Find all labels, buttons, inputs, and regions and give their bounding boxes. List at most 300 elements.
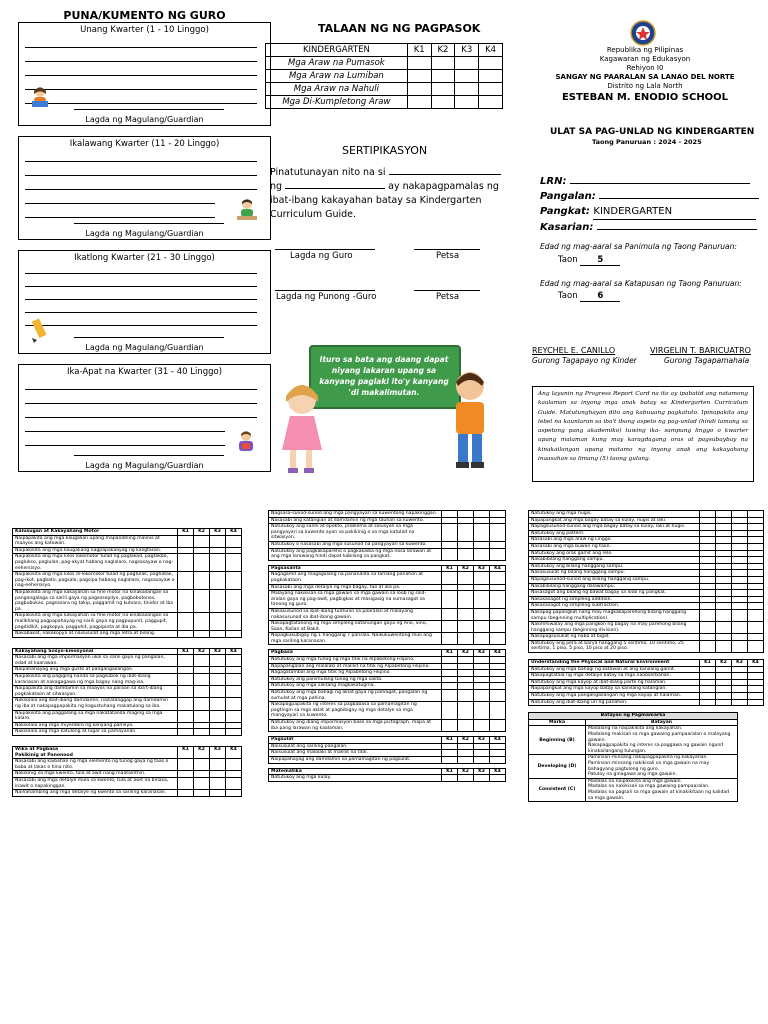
mark-cell[interactable]: [700, 537, 716, 544]
mark-cell[interactable]: [458, 572, 474, 584]
mark-cell[interactable]: [700, 590, 716, 597]
mark-cell[interactable]: [716, 530, 732, 537]
mark-cell[interactable]: [748, 693, 764, 700]
mark-cell[interactable]: [194, 547, 210, 554]
mark-cell[interactable]: [490, 572, 506, 584]
mark-cell[interactable]: [716, 557, 732, 564]
mark-cell[interactable]: [442, 591, 458, 609]
mark-cell[interactable]: [226, 572, 242, 590]
mark-cell[interactable]: [194, 771, 210, 778]
comment-line[interactable]: [25, 273, 257, 274]
mark-cell[interactable]: [194, 722, 210, 729]
mark-cell[interactable]: [732, 679, 748, 686]
attendance-cell[interactable]: [431, 83, 455, 96]
comment-line[interactable]: [25, 47, 257, 48]
mark-cell[interactable]: [194, 613, 210, 631]
comment-line[interactable]: [25, 89, 257, 90]
mark-cell[interactable]: [490, 663, 506, 670]
age-end-field[interactable]: 6: [580, 291, 620, 302]
attendance-cell[interactable]: [407, 96, 431, 109]
mark-cell[interactable]: [194, 698, 210, 710]
mark-cell[interactable]: [194, 790, 210, 797]
mark-cell[interactable]: [700, 511, 716, 518]
mark-cell[interactable]: [748, 603, 764, 610]
mark-cell[interactable]: [442, 663, 458, 670]
mark-cell[interactable]: [210, 759, 226, 771]
mark-cell[interactable]: [458, 663, 474, 670]
mark-cell[interactable]: [442, 511, 458, 518]
attendance-cell[interactable]: [479, 96, 503, 109]
mark-cell[interactable]: [716, 609, 732, 621]
mark-cell[interactable]: [732, 693, 748, 700]
mark-cell[interactable]: [458, 690, 474, 702]
mark-cell[interactable]: [194, 674, 210, 686]
mark-cell[interactable]: [442, 608, 458, 620]
mark-cell[interactable]: [210, 613, 226, 631]
lrn-field[interactable]: [570, 183, 750, 184]
parent-signature-line[interactable]: [74, 223, 224, 224]
mark-cell[interactable]: [178, 613, 194, 631]
mark-cell[interactable]: [732, 640, 748, 652]
mark-cell[interactable]: [474, 663, 490, 670]
mark-cell[interactable]: [732, 570, 748, 577]
mark-cell[interactable]: [474, 657, 490, 664]
mark-cell[interactable]: [748, 590, 764, 597]
mark-cell[interactable]: [210, 710, 226, 722]
mark-cell[interactable]: [442, 657, 458, 664]
mark-cell[interactable]: [700, 634, 716, 641]
mark-cell[interactable]: [178, 777, 194, 789]
mark-cell[interactable]: [716, 666, 732, 673]
mark-cell[interactable]: [700, 666, 716, 673]
mark-cell[interactable]: [210, 771, 226, 778]
mark-cell[interactable]: [178, 547, 194, 554]
mark-cell[interactable]: [732, 524, 748, 531]
mark-cell[interactable]: [194, 589, 210, 612]
mark-cell[interactable]: [748, 673, 764, 680]
mark-cell[interactable]: [700, 686, 716, 693]
comment-line[interactable]: [25, 286, 257, 287]
mark-cell[interactable]: [700, 530, 716, 537]
comment-line[interactable]: [25, 75, 257, 76]
mark-cell[interactable]: [226, 698, 242, 710]
mark-cell[interactable]: [490, 584, 506, 591]
mark-cell[interactable]: [732, 517, 748, 524]
mark-cell[interactable]: [226, 655, 242, 667]
mark-cell[interactable]: [178, 554, 194, 572]
mark-cell[interactable]: [226, 547, 242, 554]
mark-cell[interactable]: [442, 524, 458, 542]
mark-cell[interactable]: [716, 673, 732, 680]
mark-cell[interactable]: [442, 584, 458, 591]
mark-cell[interactable]: [490, 683, 506, 690]
mark-cell[interactable]: [748, 634, 764, 641]
mark-cell[interactable]: [748, 640, 764, 652]
mark-cell[interactable]: [442, 517, 458, 524]
mark-cell[interactable]: [748, 679, 764, 686]
mark-cell[interactable]: [226, 729, 242, 736]
mark-cell[interactable]: [490, 690, 506, 702]
mark-cell[interactable]: [490, 524, 506, 542]
mark-cell[interactable]: [226, 790, 242, 797]
mark-cell[interactable]: [474, 633, 490, 645]
mark-cell[interactable]: [226, 771, 242, 778]
mark-cell[interactable]: [458, 743, 474, 750]
mark-cell[interactable]: [490, 756, 506, 763]
name-field[interactable]: [599, 198, 759, 199]
attendance-cell[interactable]: [479, 57, 503, 70]
mark-cell[interactable]: [194, 759, 210, 771]
mark-cell[interactable]: [210, 674, 226, 686]
mark-cell[interactable]: [458, 591, 474, 609]
mark-cell[interactable]: [226, 631, 242, 638]
mark-cell[interactable]: [700, 583, 716, 590]
mark-cell[interactable]: [442, 572, 458, 584]
attendance-cell[interactable]: [479, 70, 503, 83]
mark-cell[interactable]: [226, 589, 242, 612]
mark-cell[interactable]: [716, 634, 732, 641]
mark-cell[interactable]: [700, 673, 716, 680]
mark-cell[interactable]: [442, 621, 458, 633]
mark-cell[interactable]: [474, 720, 490, 732]
mark-cell[interactable]: [474, 541, 490, 548]
mark-cell[interactable]: [490, 548, 506, 560]
attendance-cell[interactable]: [431, 57, 455, 70]
mark-cell[interactable]: [458, 517, 474, 524]
mark-cell[interactable]: [474, 608, 490, 620]
mark-cell[interactable]: [490, 657, 506, 664]
mark-cell[interactable]: [490, 541, 506, 548]
mark-cell[interactable]: [732, 686, 748, 693]
mark-cell[interactable]: [474, 670, 490, 677]
comment-line[interactable]: [25, 325, 257, 326]
mark-cell[interactable]: [226, 613, 242, 631]
mark-cell[interactable]: [716, 590, 732, 597]
mark-cell[interactable]: [474, 676, 490, 683]
mark-cell[interactable]: [442, 633, 458, 645]
attendance-cell[interactable]: [455, 70, 479, 83]
mark-cell[interactable]: [458, 670, 474, 677]
mark-cell[interactable]: [474, 584, 490, 591]
mark-cell[interactable]: [210, 631, 226, 638]
mark-cell[interactable]: [732, 609, 748, 621]
mark-cell[interactable]: [194, 554, 210, 572]
mark-cell[interactable]: [700, 603, 716, 610]
mark-cell[interactable]: [178, 535, 194, 547]
mark-cell[interactable]: [490, 517, 506, 524]
mark-cell[interactable]: [226, 686, 242, 698]
mark-cell[interactable]: [490, 591, 506, 609]
mark-cell[interactable]: [442, 690, 458, 702]
mark-cell[interactable]: [716, 640, 732, 652]
mark-cell[interactable]: [474, 511, 490, 518]
mark-cell[interactable]: [178, 655, 194, 667]
mark-cell[interactable]: [748, 524, 764, 531]
mark-cell[interactable]: [226, 759, 242, 771]
mark-cell[interactable]: [732, 603, 748, 610]
mark-cell[interactable]: [442, 756, 458, 763]
comment-line[interactable]: [25, 103, 257, 104]
mark-cell[interactable]: [716, 550, 732, 557]
mark-cell[interactable]: [210, 554, 226, 572]
mark-cell[interactable]: [210, 572, 226, 590]
mark-cell[interactable]: [700, 576, 716, 583]
parent-signature-line[interactable]: [74, 455, 224, 456]
mark-cell[interactable]: [210, 667, 226, 674]
mark-cell[interactable]: [748, 570, 764, 577]
mark-cell[interactable]: [442, 670, 458, 677]
mark-cell[interactable]: [226, 777, 242, 789]
attendance-cell[interactable]: [407, 83, 431, 96]
mark-cell[interactable]: [194, 667, 210, 674]
mark-cell[interactable]: [178, 729, 194, 736]
comment-line[interactable]: [25, 431, 225, 432]
comment-line[interactable]: [25, 445, 225, 446]
attendance-cell[interactable]: [479, 83, 503, 96]
mark-cell[interactable]: [490, 511, 506, 518]
mark-cell[interactable]: [748, 557, 764, 564]
mark-cell[interactable]: [458, 775, 474, 782]
mark-cell[interactable]: [474, 683, 490, 690]
comment-line[interactable]: [25, 417, 257, 418]
comment-line[interactable]: [25, 389, 257, 390]
sex-field[interactable]: [597, 229, 757, 230]
mark-cell[interactable]: [716, 596, 732, 603]
date-line-2[interactable]: [414, 290, 480, 291]
mark-cell[interactable]: [474, 750, 490, 757]
mark-cell[interactable]: [700, 550, 716, 557]
mark-cell[interactable]: [458, 676, 474, 683]
mark-cell[interactable]: [210, 686, 226, 698]
mark-cell[interactable]: [178, 790, 194, 797]
mark-cell[interactable]: [458, 524, 474, 542]
mark-cell[interactable]: [458, 584, 474, 591]
mark-cell[interactable]: [458, 541, 474, 548]
mark-cell[interactable]: [442, 743, 458, 750]
mark-cell[interactable]: [474, 572, 490, 584]
mark-cell[interactable]: [458, 633, 474, 645]
mark-cell[interactable]: [716, 583, 732, 590]
level-blank[interactable]: [285, 188, 385, 189]
student-name-blank[interactable]: [389, 174, 501, 175]
mark-cell[interactable]: [474, 621, 490, 633]
mark-cell[interactable]: [748, 622, 764, 634]
mark-cell[interactable]: [490, 676, 506, 683]
mark-cell[interactable]: [178, 698, 194, 710]
mark-cell[interactable]: [178, 759, 194, 771]
mark-cell[interactable]: [732, 590, 748, 597]
mark-cell[interactable]: [732, 583, 748, 590]
mark-cell[interactable]: [474, 743, 490, 750]
mark-cell[interactable]: [700, 570, 716, 577]
mark-cell[interactable]: [732, 622, 748, 634]
mark-cell[interactable]: [210, 722, 226, 729]
mark-cell[interactable]: [490, 702, 506, 720]
mark-cell[interactable]: [474, 524, 490, 542]
mark-cell[interactable]: [716, 563, 732, 570]
mark-cell[interactable]: [700, 622, 716, 634]
mark-cell[interactable]: [748, 596, 764, 603]
mark-cell[interactable]: [226, 554, 242, 572]
mark-cell[interactable]: [194, 686, 210, 698]
mark-cell[interactable]: [458, 702, 474, 720]
mark-cell[interactable]: [716, 537, 732, 544]
mark-cell[interactable]: [732, 673, 748, 680]
mark-cell[interactable]: [748, 517, 764, 524]
mark-cell[interactable]: [716, 699, 732, 706]
mark-cell[interactable]: [178, 589, 194, 612]
mark-cell[interactable]: [194, 572, 210, 590]
mark-cell[interactable]: [748, 666, 764, 673]
mark-cell[interactable]: [732, 557, 748, 564]
mark-cell[interactable]: [458, 657, 474, 664]
mark-cell[interactable]: [732, 543, 748, 550]
mark-cell[interactable]: [716, 524, 732, 531]
mark-cell[interactable]: [474, 756, 490, 763]
mark-cell[interactable]: [474, 702, 490, 720]
mark-cell[interactable]: [748, 609, 764, 621]
age-start-field[interactable]: 5: [580, 255, 620, 266]
mark-cell[interactable]: [716, 543, 732, 550]
mark-cell[interactable]: [700, 517, 716, 524]
mark-cell[interactable]: [474, 517, 490, 524]
mark-cell[interactable]: [700, 693, 716, 700]
mark-cell[interactable]: [748, 511, 764, 518]
mark-cell[interactable]: [490, 743, 506, 750]
mark-cell[interactable]: [490, 633, 506, 645]
mark-cell[interactable]: [748, 583, 764, 590]
mark-cell[interactable]: [442, 676, 458, 683]
mark-cell[interactable]: [716, 603, 732, 610]
mark-cell[interactable]: [194, 729, 210, 736]
mark-cell[interactable]: [210, 698, 226, 710]
attendance-cell[interactable]: [431, 70, 455, 83]
mark-cell[interactable]: [732, 596, 748, 603]
attendance-cell[interactable]: [431, 96, 455, 109]
mark-cell[interactable]: [210, 729, 226, 736]
mark-cell[interactable]: [700, 609, 716, 621]
mark-cell[interactable]: [458, 756, 474, 763]
mark-cell[interactable]: [490, 608, 506, 620]
mark-cell[interactable]: [442, 541, 458, 548]
mark-cell[interactable]: [458, 683, 474, 690]
mark-cell[interactable]: [748, 537, 764, 544]
parent-signature-line[interactable]: [74, 337, 224, 338]
mark-cell[interactable]: [178, 722, 194, 729]
mark-cell[interactable]: [442, 683, 458, 690]
mark-cell[interactable]: [210, 547, 226, 554]
mark-cell[interactable]: [442, 548, 458, 560]
comment-line[interactable]: [25, 61, 257, 62]
mark-cell[interactable]: [178, 674, 194, 686]
comment-line[interactable]: [25, 217, 215, 218]
mark-cell[interactable]: [490, 621, 506, 633]
attendance-cell[interactable]: [407, 70, 431, 83]
mark-cell[interactable]: [732, 537, 748, 544]
mark-cell[interactable]: [748, 576, 764, 583]
mark-cell[interactable]: [178, 771, 194, 778]
mark-cell[interactable]: [458, 511, 474, 518]
mark-cell[interactable]: [442, 750, 458, 757]
mark-cell[interactable]: [716, 679, 732, 686]
mark-cell[interactable]: [490, 670, 506, 677]
mark-cell[interactable]: [700, 596, 716, 603]
attendance-cell[interactable]: [407, 57, 431, 70]
comment-line[interactable]: [25, 299, 257, 300]
comment-line[interactable]: [25, 312, 257, 313]
mark-cell[interactable]: [700, 679, 716, 686]
mark-cell[interactable]: [458, 608, 474, 620]
mark-cell[interactable]: [458, 548, 474, 560]
mark-cell[interactable]: [490, 775, 506, 782]
mark-cell[interactable]: [716, 517, 732, 524]
mark-cell[interactable]: [748, 686, 764, 693]
mark-cell[interactable]: [732, 550, 748, 557]
mark-cell[interactable]: [732, 576, 748, 583]
mark-cell[interactable]: [732, 511, 748, 518]
comment-line[interactable]: [25, 175, 257, 176]
mark-cell[interactable]: [178, 631, 194, 638]
mark-cell[interactable]: [748, 563, 764, 570]
mark-cell[interactable]: [700, 524, 716, 531]
mark-cell[interactable]: [442, 702, 458, 720]
mark-cell[interactable]: [226, 667, 242, 674]
mark-cell[interactable]: [178, 710, 194, 722]
attendance-cell[interactable]: [455, 83, 479, 96]
mark-cell[interactable]: [716, 686, 732, 693]
mark-cell[interactable]: [716, 693, 732, 700]
mark-cell[interactable]: [210, 655, 226, 667]
mark-cell[interactable]: [194, 631, 210, 638]
mark-cell[interactable]: [716, 622, 732, 634]
mark-cell[interactable]: [210, 790, 226, 797]
mark-cell[interactable]: [732, 530, 748, 537]
mark-cell[interactable]: [748, 550, 764, 557]
principal-signature-line[interactable]: [275, 290, 375, 291]
mark-cell[interactable]: [458, 720, 474, 732]
mark-cell[interactable]: [700, 640, 716, 652]
attendance-cell[interactable]: [455, 96, 479, 109]
mark-cell[interactable]: [716, 576, 732, 583]
mark-cell[interactable]: [700, 543, 716, 550]
mark-cell[interactable]: [716, 570, 732, 577]
mark-cell[interactable]: [732, 666, 748, 673]
mark-cell[interactable]: [732, 634, 748, 641]
mark-cell[interactable]: [226, 674, 242, 686]
comment-line[interactable]: [25, 403, 257, 404]
mark-cell[interactable]: [210, 589, 226, 612]
mark-cell[interactable]: [490, 750, 506, 757]
mark-cell[interactable]: [700, 563, 716, 570]
mark-cell[interactable]: [732, 563, 748, 570]
mark-cell[interactable]: [194, 777, 210, 789]
mark-cell[interactable]: [178, 572, 194, 590]
mark-cell[interactable]: [442, 775, 458, 782]
mark-cell[interactable]: [732, 699, 748, 706]
mark-cell[interactable]: [210, 535, 226, 547]
mark-cell[interactable]: [442, 720, 458, 732]
date-line-1[interactable]: [414, 249, 480, 250]
mark-cell[interactable]: [748, 530, 764, 537]
mark-cell[interactable]: [474, 690, 490, 702]
comment-line[interactable]: [25, 161, 257, 162]
mark-cell[interactable]: [748, 699, 764, 706]
comment-line[interactable]: [25, 203, 215, 204]
mark-cell[interactable]: [490, 720, 506, 732]
mark-cell[interactable]: [458, 621, 474, 633]
level-field[interactable]: KINDERGARTEN: [593, 204, 756, 220]
mark-cell[interactable]: [178, 686, 194, 698]
